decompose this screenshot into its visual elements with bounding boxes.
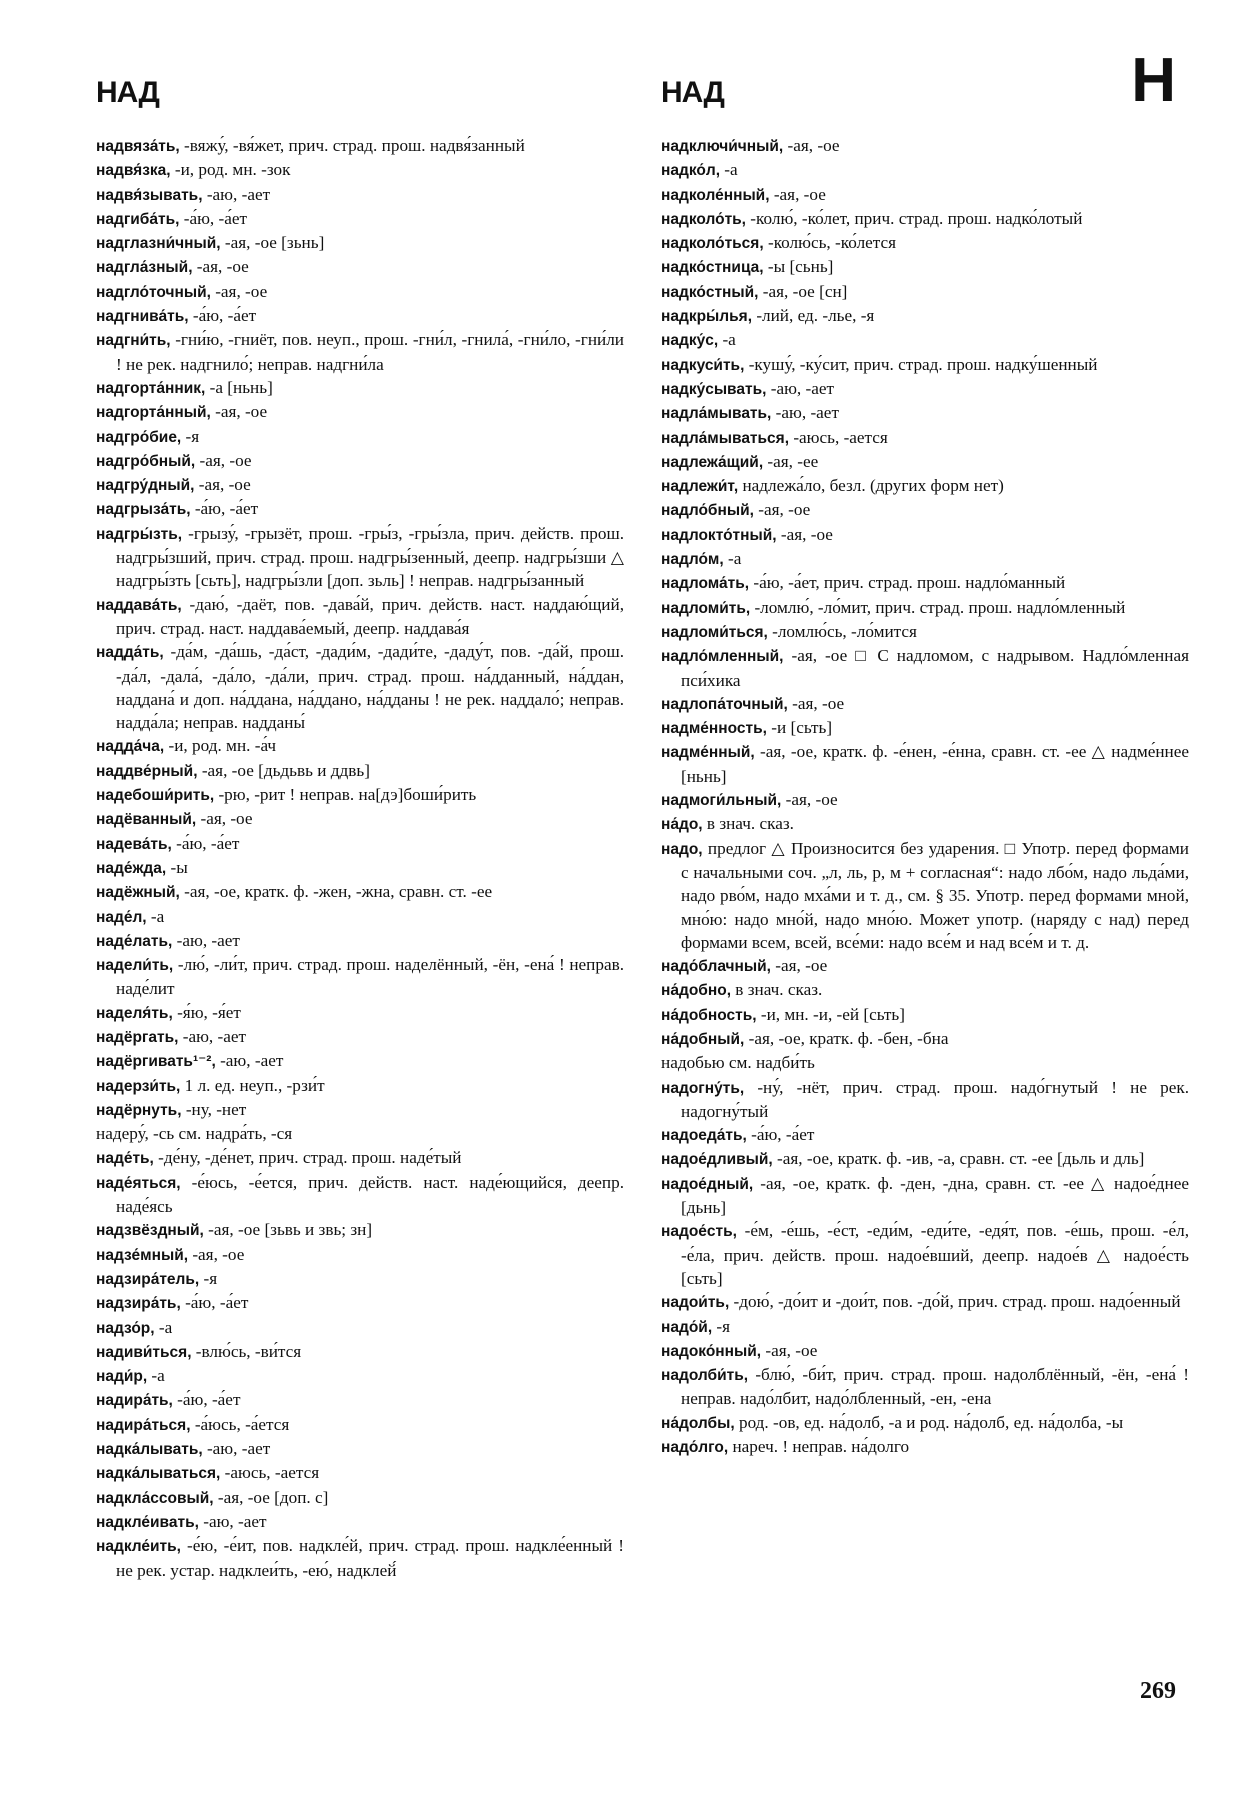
dictionary-entry bbox=[661, 812, 1189, 836]
dictionary-entry bbox=[661, 1147, 1189, 1171]
dictionary-entry bbox=[661, 1172, 1189, 1220]
dictionary-entry bbox=[96, 1074, 624, 1098]
dictionary-entry bbox=[661, 1363, 1189, 1411]
headword: надебоши́рить, bbox=[96, 787, 215, 805]
headword: надгнива́ть, bbox=[96, 308, 189, 326]
dictionary-entry bbox=[661, 158, 1189, 182]
headword: надо́лго, bbox=[661, 1439, 729, 1457]
dictionary-entry bbox=[96, 1510, 624, 1534]
entry-body: предлог △ Произносится без ударения. □ Употр. перед формами с начальными соч. „л, ль, р, м + согласная“: надо лбо́м, надо льда́ми, надо рво́м, надо мха́ми и т. д., см. § 35. Употр. перед формами мной, мно́ю: надо мно́й, надо мно́ю. Может употр. (наряду с над) перед формами всем, всей, все́ми: надо все́м и над все́м и т. д. bbox=[681, 838, 1189, 952]
entry-body: -ая, -ое bbox=[196, 809, 253, 829]
entry-body: -я bbox=[181, 426, 200, 446]
entry-body: -ну, -нет bbox=[181, 1099, 247, 1119]
headword: надое́дный, bbox=[661, 1175, 754, 1193]
entry-body: -ая, -ое bbox=[192, 257, 249, 277]
dictionary-entry bbox=[96, 1218, 624, 1242]
dictionary-entry bbox=[96, 1291, 624, 1315]
dictionary-entry bbox=[661, 716, 1189, 740]
headword: надка́лываться, bbox=[96, 1465, 221, 1483]
dictionary-entry bbox=[96, 1122, 624, 1146]
entry-body: -а bbox=[154, 1317, 173, 1337]
dictionary-entry bbox=[96, 1364, 624, 1388]
entry-body: -а́ю, -а́ет bbox=[179, 208, 248, 228]
headword: надо́блачный, bbox=[661, 958, 771, 976]
entry-body: -даю́, -даёт, пов. -дава́й, прич. действ. наст. наддаю́щий, прич. страд. наст. наддава́емый, деепр. наддава́я bbox=[116, 594, 624, 638]
headword: надлежа́щий, bbox=[661, 453, 764, 471]
dictionary-entry bbox=[661, 280, 1189, 304]
dictionary-entry bbox=[96, 734, 624, 758]
entry-body: -ы [сьнь] bbox=[763, 257, 834, 277]
headword: надмоги́льный, bbox=[661, 792, 782, 810]
dictionary-entry bbox=[96, 376, 624, 400]
dictionary-entry bbox=[661, 954, 1189, 978]
headword: надлома́ть, bbox=[661, 575, 750, 593]
dictionary-entry bbox=[661, 450, 1189, 474]
headword: наделя́ть, bbox=[96, 1004, 173, 1022]
entry-body: -а́ю, -а́ет bbox=[746, 1125, 815, 1145]
entry-body: -колю́сь, -ко́лется bbox=[763, 233, 897, 253]
headword: надгрыза́ть, bbox=[96, 501, 191, 519]
headword: надкуси́ть, bbox=[661, 356, 745, 374]
entry-body: -ая, -ое bbox=[776, 524, 833, 544]
headword: надзе́мный, bbox=[96, 1246, 189, 1264]
entry-body: -а bbox=[147, 1366, 165, 1386]
dictionary-entry bbox=[661, 328, 1189, 352]
headword: надёргать, bbox=[96, 1028, 179, 1046]
dictionary-entry bbox=[661, 255, 1189, 279]
dictionary-entry bbox=[661, 978, 1189, 1002]
dictionary-entry bbox=[661, 571, 1189, 595]
dictionary-entry bbox=[96, 593, 624, 641]
headword: надко́л, bbox=[661, 162, 720, 180]
dictionary-entry bbox=[96, 1534, 624, 1582]
headword: наде́яться, bbox=[96, 1174, 181, 1192]
entry-body: -лю́, -ли́т, прич. страд. прош. наделённый, -ён, -ена́ ! неправ. наде́лит bbox=[116, 955, 624, 999]
dictionary-entry bbox=[661, 1435, 1189, 1459]
entry-body: надеру́, -сь см. надра́ть, -ся bbox=[96, 1124, 293, 1144]
entry-body: -е́юсь, -е́ется, прич. действ. наст. наде́ющийся, деепр. наде́ясь bbox=[116, 1172, 624, 1217]
dictionary-entry bbox=[661, 523, 1189, 547]
entry-body: -аю, -ает bbox=[178, 1026, 246, 1046]
entry-body: -а́ю, -а́ет bbox=[190, 499, 259, 519]
entry-body: -я́ю, -я́ет bbox=[172, 1002, 241, 1022]
entry-body: -и, род. мн. -зок bbox=[170, 160, 291, 180]
entry-body: -ая, -ое bbox=[194, 475, 251, 495]
dictionary-entry bbox=[96, 929, 624, 953]
entry-body: -а [ньнь] bbox=[205, 377, 273, 397]
headword: наде́жда, bbox=[96, 859, 167, 877]
dictionary-entry bbox=[661, 426, 1189, 450]
entry-body: -и, род. мн. -а́ч bbox=[164, 736, 277, 756]
headword: надколо́ться, bbox=[661, 235, 764, 253]
entry-body: надобью см. надби́ть bbox=[661, 1053, 815, 1073]
entry-body: -аю, -ает bbox=[202, 1439, 271, 1459]
headword: надме́нный, bbox=[661, 744, 755, 762]
headword: надкле́ить, bbox=[96, 1538, 181, 1556]
headword: надгро́бный, bbox=[96, 452, 196, 470]
entry-body: -ая, -ое, кратк. ф. -жен, -жна, сравн. ст. -ее bbox=[179, 882, 493, 902]
dictionary-entry bbox=[661, 644, 1189, 692]
dictionary-entry bbox=[96, 1461, 624, 1485]
entry-body: -а́ю, -а́ет bbox=[180, 1293, 249, 1313]
headword: надогну́ть, bbox=[661, 1079, 745, 1097]
entry-body: -вяжу́, -вя́жет, прич. страд. прош. надвя́занный bbox=[179, 136, 525, 155]
right-column bbox=[661, 134, 1189, 1459]
dictionary-entry bbox=[96, 880, 624, 904]
dictionary-entry bbox=[661, 620, 1189, 644]
dictionary-entry bbox=[96, 783, 624, 807]
headword: надгру́дный, bbox=[96, 477, 195, 495]
headword: надвя́зывать, bbox=[96, 186, 203, 204]
headword: надло́м, bbox=[661, 551, 724, 569]
dictionary-entry bbox=[96, 207, 624, 231]
entry-body: -ая, -ое bbox=[210, 402, 268, 422]
entry-body: -влю́сь, -ви́тся bbox=[191, 1341, 302, 1361]
dictionary-entry bbox=[661, 353, 1189, 377]
entry-body: -ломлю́, -ло́мит, прич. страд. прош. надло́мленный bbox=[750, 597, 1126, 617]
headword: нади́р, bbox=[96, 1368, 148, 1386]
running-head-left: НАД bbox=[96, 76, 159, 109]
dictionary-entry bbox=[96, 231, 624, 255]
entry-body: -а bbox=[720, 160, 738, 180]
headword: на́долбы, bbox=[661, 1414, 735, 1432]
dictionary-entry bbox=[96, 1171, 624, 1219]
dictionary-entry bbox=[661, 692, 1189, 716]
headword: надзвёздный, bbox=[96, 1222, 204, 1240]
dictionary-entry bbox=[661, 596, 1189, 620]
entry-body: -е́ю, -е́ит, пов. надкле́й, прич. страд. прош. надкле́енный ! не рек. устар. надклеи́ть, -ею́, надклей́ bbox=[116, 1536, 624, 1580]
dictionary-entry bbox=[661, 1290, 1189, 1314]
headword: надку́сывать, bbox=[661, 380, 767, 398]
entry-body: -ая, -ое, кратк. ф. -бен, -бна bbox=[744, 1028, 949, 1048]
dictionary-entry bbox=[661, 837, 1189, 954]
entry-body: -ая, -ое [зьнь] bbox=[220, 233, 325, 253]
dictionary-entry bbox=[661, 1411, 1189, 1435]
entry-body: -а bbox=[146, 906, 165, 926]
headword: надкла́ссовый, bbox=[96, 1489, 214, 1507]
headword: надира́ть, bbox=[96, 1392, 173, 1410]
dictionary-entry bbox=[96, 134, 624, 158]
headword: надко́стница, bbox=[661, 259, 764, 277]
dictionary-entry bbox=[661, 183, 1189, 207]
headword: надгни́ть, bbox=[96, 332, 171, 350]
entry-body: -грызу́, -грызёт, прош. -гры́з, -гры́зла, прич. действ. прош. надгры́зший, прич. страд. прош. надгры́зенный, деепр. надгры́зши △ надгры́зть [сьть], надгры́зли [доп. зьль] ! неправ. надгры́занный bbox=[116, 523, 624, 591]
headword: надгло́точный, bbox=[96, 283, 211, 301]
entry-body: -я bbox=[199, 1268, 218, 1288]
entry-body: -ая, -ое, кратк. ф. -ив, -а, сравн. ст. -ее [дьль и дль] bbox=[772, 1149, 1145, 1169]
headword: надолби́ть, bbox=[661, 1367, 749, 1385]
entry-body: -гни́ю, -гниёт, пов. неуп., прош. -гни́л, -гнила́, -гни́ло, -гни́ли ! не рек. надгнило́; неправ. надгни́ла bbox=[116, 330, 624, 374]
headword: надлопа́точный, bbox=[661, 695, 788, 713]
entry-body: -а́ю, -а́ет bbox=[188, 306, 257, 326]
headword: надло́бный, bbox=[661, 502, 754, 520]
headword: на́добный, bbox=[661, 1030, 745, 1048]
headword: надглазни́чный, bbox=[96, 235, 221, 253]
headword: на́до, bbox=[661, 816, 703, 834]
headword: надгры́зть, bbox=[96, 525, 183, 543]
dictionary-entry bbox=[661, 134, 1189, 158]
dictionary-entry bbox=[96, 1001, 624, 1025]
headword: надое́сть, bbox=[661, 1223, 737, 1241]
entry-body: -ая, -ое bbox=[781, 790, 838, 810]
entry-body: род. -ов, ед. на́долб, -а и род. на́долб, ед. на́долба, -ы bbox=[734, 1412, 1124, 1432]
running-head-right: НАД bbox=[661, 76, 724, 109]
dictionary-entry bbox=[96, 1025, 624, 1049]
entry-body: -ая, -ее bbox=[763, 451, 819, 471]
headword: надколе́нный, bbox=[661, 186, 770, 204]
entry-body: -ломлю́сь, -ло́мится bbox=[767, 621, 917, 641]
headword: надкле́ивать, bbox=[96, 1513, 199, 1531]
headword: надко́стный, bbox=[661, 283, 759, 301]
headword: наде́лать, bbox=[96, 932, 173, 950]
entry-body: -ая, -ое bbox=[761, 1340, 818, 1360]
headword: надда́ча, bbox=[96, 738, 165, 756]
headword: надоко́нный, bbox=[661, 1342, 762, 1360]
entry-body: -ая, -ое bbox=[787, 693, 845, 713]
dictionary-entry bbox=[96, 856, 624, 880]
dictionary-entry bbox=[96, 1486, 624, 1510]
headword: надёрнуть, bbox=[96, 1101, 182, 1119]
dictionary-entry bbox=[96, 497, 624, 521]
entry-body: -колю́, -ко́лет, прич. страд. прош. надко́лотый bbox=[746, 208, 1083, 228]
dictionary-entry bbox=[661, 1339, 1189, 1363]
entry-body: -ая, -ое, кратк. ф. -ден, -дна, сравн. ст. -ее △ надое́днее [дьнь] bbox=[681, 1173, 1189, 1218]
entry-body: -а́юсь, -а́ется bbox=[190, 1414, 290, 1434]
headword: надиви́ться, bbox=[96, 1343, 192, 1361]
entry-body: -аю, -ает bbox=[172, 930, 240, 950]
entry-body: -ая, -ое bbox=[769, 184, 826, 204]
dictionary-entry bbox=[96, 425, 624, 449]
entry-body: -ая, -ое bbox=[753, 500, 811, 520]
headword: наде́ть, bbox=[96, 1150, 154, 1168]
headword: надгиба́ть, bbox=[96, 210, 180, 228]
entry-body: -аюсь, -ается bbox=[220, 1463, 320, 1483]
entry-body: -ы bbox=[166, 857, 188, 877]
entry-body: надлежа́ло, безл. (других форм нет) bbox=[738, 476, 1004, 496]
dictionary-entry bbox=[96, 1413, 624, 1437]
entry-body: -ая, -ое bbox=[188, 1244, 245, 1264]
headword: надгорта́нный, bbox=[96, 404, 211, 422]
entry-body: -ая, -ое [сн] bbox=[758, 281, 848, 301]
entry-body: -а́ю, -а́ет bbox=[171, 833, 240, 853]
headword: надла́мывать, bbox=[661, 405, 772, 423]
headword: надку́с, bbox=[661, 332, 719, 350]
headword: надгорта́нник, bbox=[96, 379, 206, 397]
headword: надзо́р, bbox=[96, 1319, 155, 1337]
left-column bbox=[96, 134, 624, 1582]
headword: надколо́ть, bbox=[661, 210, 746, 228]
dictionary-entry bbox=[96, 400, 624, 424]
dictionary-entry bbox=[96, 280, 624, 304]
dictionary-entry bbox=[661, 207, 1189, 231]
dictionary-entry bbox=[661, 231, 1189, 255]
dictionary-entry bbox=[661, 498, 1189, 522]
headword: надира́ться, bbox=[96, 1416, 191, 1434]
entry-body: -аю, -ает bbox=[766, 378, 835, 398]
dictionary-entry bbox=[96, 1267, 624, 1291]
headword: надёргивать¹⁻², bbox=[96, 1053, 216, 1071]
entry-body: -ну́, -нёт, прич. страд. прош. надо́гнутый ! не рек. надогну́тый bbox=[681, 1077, 1189, 1121]
entry-body: -ая, -ое, кратк. ф. -е́нен, -е́нна, сравн. ст. -ее △ надме́ннее [ньнь] bbox=[681, 742, 1189, 786]
headword: наддве́рный, bbox=[96, 762, 198, 780]
entry-body: -лий, ед. -лье, -я bbox=[752, 306, 875, 326]
dictionary-entry bbox=[96, 1388, 624, 1412]
entry-body: -а́ю, -а́ет, прич. страд. прош. надло́манный bbox=[749, 573, 1066, 593]
entry-body: -ая, -ое □ С надломом, с надрывом. Надло́мленная пси́хика bbox=[681, 646, 1189, 690]
headword: надда́ть, bbox=[96, 644, 164, 662]
entry-body: -е́м, -е́шь, -е́ст, -еди́м, -еди́те, -едя́т, пов. -е́шь, прош. -е́л, -е́ла, прич. действ. прош. надое́вший, деепр. надое́в △ надое́сть [сьть] bbox=[681, 1221, 1189, 1288]
headword: надева́ть, bbox=[96, 835, 172, 853]
dictionary-entry bbox=[96, 759, 624, 783]
entry-body: -ая, -ое bbox=[783, 136, 840, 155]
dictionary-entry bbox=[96, 905, 624, 929]
entry-body: -аю, -ает bbox=[215, 1051, 284, 1071]
headword: надло́мленный, bbox=[661, 648, 784, 666]
entry-body: -ая, -ое [зьвь и звь; зн] bbox=[203, 1220, 373, 1240]
dictionary-entry bbox=[661, 788, 1189, 812]
dictionary-entry bbox=[96, 449, 624, 473]
entry-body: -рю, -рит ! неправ. на[дэ]боши́рить bbox=[214, 785, 477, 805]
dictionary-entry bbox=[661, 1051, 1189, 1075]
dictionary-entry bbox=[661, 1123, 1189, 1147]
headword: надгла́зный, bbox=[96, 259, 193, 277]
page-number: 269 bbox=[1140, 1678, 1176, 1704]
dictionary-entry bbox=[661, 304, 1189, 328]
entry-body: -ая, -ое bbox=[771, 956, 828, 976]
dictionary-entry bbox=[96, 328, 624, 376]
dictionary-entry bbox=[96, 473, 624, 497]
headword: надоеда́ть, bbox=[661, 1127, 747, 1145]
headword: наддава́ть, bbox=[96, 596, 182, 614]
headword: на́добность, bbox=[661, 1006, 757, 1024]
entry-body: -де́ну, -де́нет, прич. страд. прош. наде́тый bbox=[153, 1148, 462, 1168]
dictionary-entry bbox=[96, 1146, 624, 1170]
entry-body: -я bbox=[712, 1316, 731, 1336]
headword: надломи́ться, bbox=[661, 623, 768, 641]
headword: надла́мываться, bbox=[661, 429, 790, 447]
dictionary-entry bbox=[96, 1049, 624, 1073]
entry-body: -а́ю, -а́ет bbox=[172, 1390, 241, 1410]
dictionary-entry bbox=[96, 807, 624, 831]
headword: наде́л, bbox=[96, 908, 147, 926]
headword: надкры́лья, bbox=[661, 308, 753, 326]
headword: надели́ть, bbox=[96, 957, 174, 975]
dictionary-entry bbox=[661, 1219, 1189, 1290]
entry-body: -аю, -ает bbox=[198, 1511, 267, 1531]
headword: надёжный, bbox=[96, 884, 180, 902]
dictionary-entry bbox=[96, 304, 624, 328]
headword: надзира́ть, bbox=[96, 1295, 181, 1313]
dictionary-entry bbox=[661, 401, 1189, 425]
dictionary-entry bbox=[661, 377, 1189, 401]
entry-body: 1 л. ед. неуп., -рзи́т bbox=[180, 1075, 325, 1095]
headword: надка́лывать, bbox=[96, 1441, 203, 1459]
dictionary-entry bbox=[96, 255, 624, 279]
entry-body: -а bbox=[723, 549, 742, 569]
dictionary-entry bbox=[96, 1340, 624, 1364]
headword: надме́нность, bbox=[661, 720, 767, 738]
entry-body: -а bbox=[718, 330, 736, 350]
entry-body: нареч. ! неправ. на́долго bbox=[728, 1437, 910, 1457]
entry-body: -блю́, -би́т, прич. страд. прош. надолблённый, -ён, -ена́ ! неправ. надо́лбит, надо́лбленный, -ен, -ена bbox=[681, 1365, 1189, 1409]
entry-body: -да́м, -да́шь, -да́ст, -дади́м, -дади́те, -даду́т, пов. -да́й, прош. -да́л, -дала́, -да́ло, -да́ли, прич. страд. прош. на́дданный, на́ддан, наддана́ и доп. на́ддана, на́ддано, на́дданы ! не рек. наддало́; неправ. надда́ла; неправ. надданы́ bbox=[116, 642, 624, 733]
headword: надзира́тель, bbox=[96, 1270, 200, 1288]
entry-body: -и, мн. -и, -ей [сьть] bbox=[756, 1004, 905, 1024]
headword: надгро́бие, bbox=[96, 428, 182, 446]
headword: надвя́зка, bbox=[96, 162, 171, 180]
headword: на́добно, bbox=[661, 982, 731, 1000]
dictionary-entry bbox=[96, 953, 624, 1001]
entry-body: -ая, -ое bbox=[210, 281, 268, 301]
dictionary-entry bbox=[661, 474, 1189, 498]
headword: надвяза́ть, bbox=[96, 138, 180, 155]
headword: надлежи́т, bbox=[661, 478, 739, 496]
entry-body: -ая, -ое [доп. с] bbox=[213, 1487, 329, 1507]
dictionary-entry bbox=[96, 1098, 624, 1122]
entry-body: в знач. сказ. bbox=[731, 980, 823, 1000]
dictionary-entry bbox=[661, 547, 1189, 571]
headword: надо, bbox=[661, 840, 703, 858]
entry-body: -аю, -ает bbox=[771, 403, 839, 423]
entry-body: -ая, -ое bbox=[195, 450, 252, 470]
dictionary-entry bbox=[661, 1027, 1189, 1051]
dictionary-entry bbox=[661, 1315, 1189, 1339]
dictionary-entry bbox=[661, 1076, 1189, 1124]
dictionary-entry bbox=[96, 832, 624, 856]
dictionary-entry bbox=[96, 522, 624, 593]
section-letter: Н bbox=[1131, 46, 1176, 115]
headword: надое́дливый, bbox=[661, 1151, 773, 1169]
headword: надерзи́ть, bbox=[96, 1077, 181, 1095]
entry-body: -кушу́, -ку́сит, прич. страд. прош. надку́шенный bbox=[744, 354, 1098, 374]
dictionary-entry bbox=[96, 1437, 624, 1461]
entry-body: -ая, -ое [дьдьвь и ддвь] bbox=[197, 760, 370, 780]
headword: надёванный, bbox=[96, 811, 197, 829]
dictionary-entry bbox=[96, 1243, 624, 1267]
entry-body: -и [сьть] bbox=[766, 718, 833, 738]
entry-body: в знач. сказ. bbox=[702, 814, 794, 834]
dictionary-entry bbox=[96, 1316, 624, 1340]
dictionary-entry bbox=[661, 740, 1189, 788]
headword: надломи́ть, bbox=[661, 599, 751, 617]
headword: надлокто́тный, bbox=[661, 526, 777, 544]
entry-body: -аю, -ает bbox=[202, 184, 271, 204]
dictionary-entry bbox=[96, 183, 624, 207]
dictionary-entry bbox=[96, 640, 624, 734]
dictionary-entry bbox=[96, 158, 624, 182]
headword: надои́ть, bbox=[661, 1294, 730, 1312]
dictionary-entry bbox=[661, 1003, 1189, 1027]
headword: надключи́чный, bbox=[661, 138, 784, 155]
entry-body: -дою́, -до́ит и -дои́т, пов. -до́й, прич. страд. прош. надо́енный bbox=[729, 1292, 1181, 1312]
entry-body: -аюсь, -ается bbox=[789, 427, 888, 447]
headword: надо́й, bbox=[661, 1318, 713, 1336]
